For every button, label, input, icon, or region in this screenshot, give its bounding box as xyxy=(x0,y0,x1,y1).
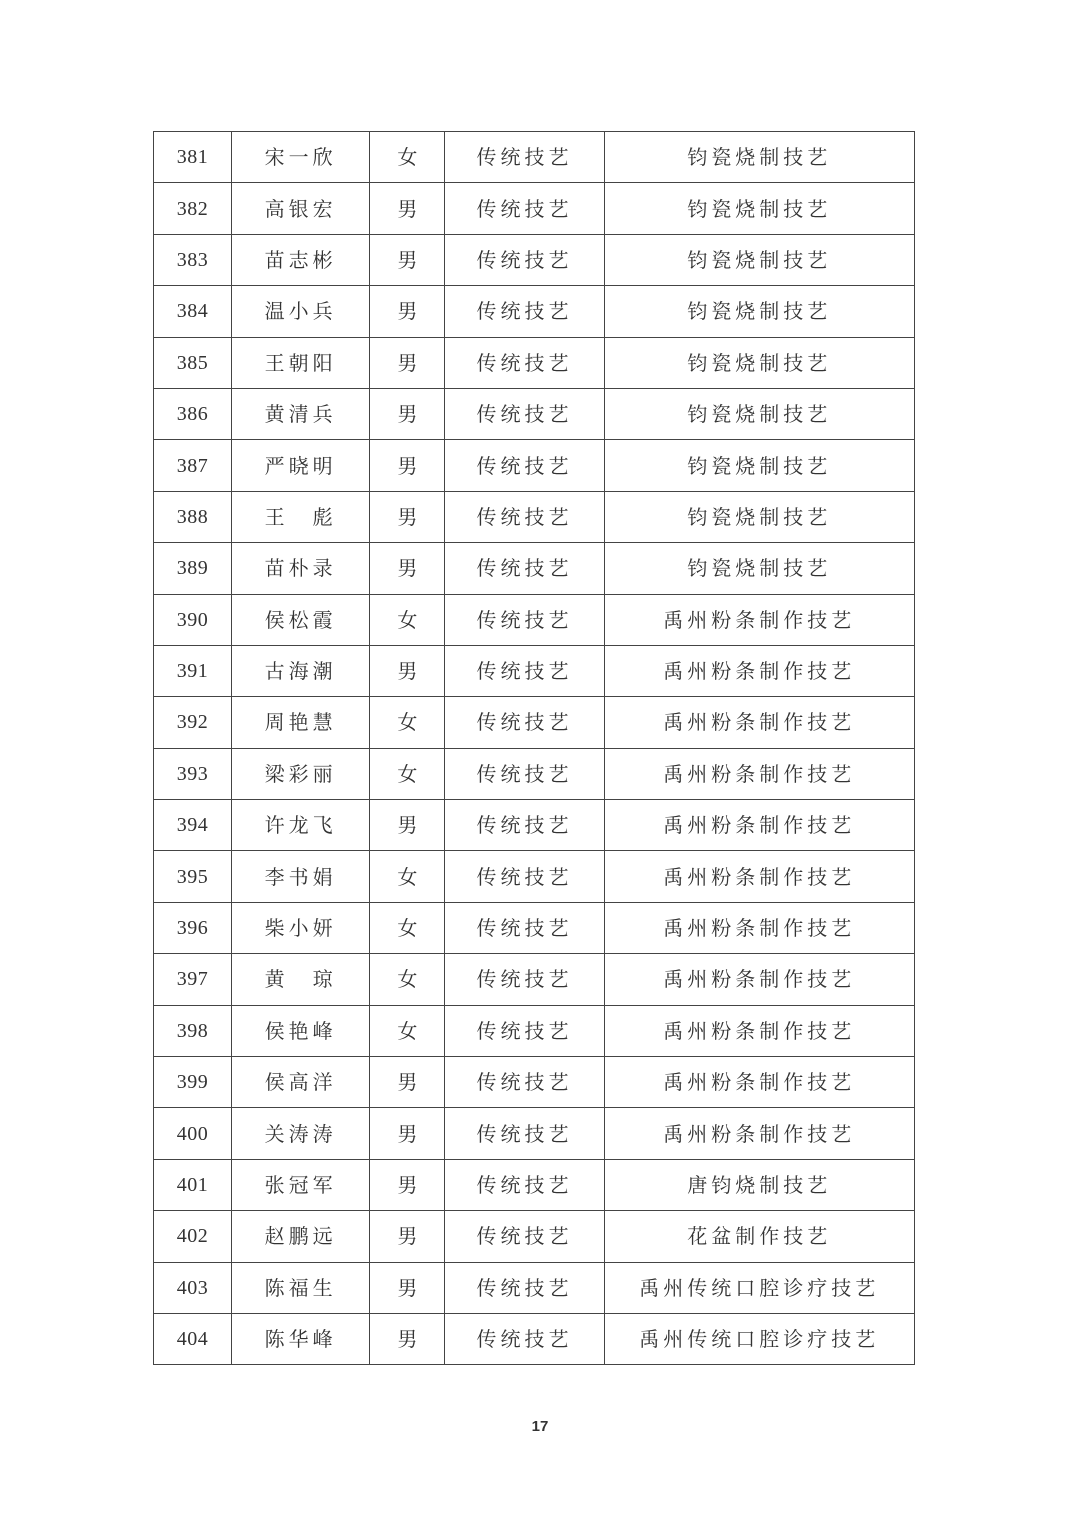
gender-cell: 男 xyxy=(370,1211,445,1262)
category-cell: 传统技艺 xyxy=(445,851,604,902)
name-cell: 苗朴录 xyxy=(232,543,370,594)
gender-cell: 女 xyxy=(370,594,445,645)
row-number-cell: 385 xyxy=(154,337,232,388)
gender-cell: 女 xyxy=(370,1005,445,1056)
gender-cell: 男 xyxy=(370,1108,445,1159)
item-cell: 钧瓷烧制技艺 xyxy=(604,440,914,491)
category-cell: 传统技艺 xyxy=(445,800,604,851)
item-cell: 钧瓷烧制技艺 xyxy=(604,286,914,337)
category-cell: 传统技艺 xyxy=(445,902,604,953)
item-cell: 禹州传统口腔诊疗技艺 xyxy=(604,1262,914,1313)
gender-cell: 男 xyxy=(370,388,445,439)
name-cell: 侯艳峰 xyxy=(232,1005,370,1056)
row-number-cell: 392 xyxy=(154,697,232,748)
gender-cell: 男 xyxy=(370,543,445,594)
category-cell: 传统技艺 xyxy=(445,1262,604,1313)
name-cell: 李书娟 xyxy=(232,851,370,902)
gender-cell: 男 xyxy=(370,1159,445,1210)
gender-cell: 男 xyxy=(370,491,445,542)
gender-cell: 男 xyxy=(370,286,445,337)
table-row xyxy=(154,800,915,851)
gender-cell: 男 xyxy=(370,234,445,285)
table-row xyxy=(154,1211,915,1262)
name-cell: 赵鹏远 xyxy=(232,1211,370,1262)
category-cell: 传统技艺 xyxy=(445,748,604,799)
item-cell: 禹州粉条制作技艺 xyxy=(604,1005,914,1056)
category-cell: 传统技艺 xyxy=(445,132,604,183)
item-cell: 禹州粉条制作技艺 xyxy=(604,800,914,851)
category-cell: 传统技艺 xyxy=(445,594,604,645)
gender-cell: 女 xyxy=(370,954,445,1005)
table-row xyxy=(154,1313,915,1364)
gender-cell: 女 xyxy=(370,748,445,799)
row-number-cell: 388 xyxy=(154,491,232,542)
item-cell: 禹州粉条制作技艺 xyxy=(604,594,914,645)
gender-cell: 男 xyxy=(370,337,445,388)
category-cell: 传统技艺 xyxy=(445,337,604,388)
item-cell: 钧瓷烧制技艺 xyxy=(604,491,914,542)
table-row xyxy=(154,234,915,285)
gender-cell: 男 xyxy=(370,1262,445,1313)
item-cell: 禹州粉条制作技艺 xyxy=(604,1108,914,1159)
row-number-cell: 383 xyxy=(154,234,232,285)
row-number-cell: 395 xyxy=(154,851,232,902)
table-row xyxy=(154,594,915,645)
table-row xyxy=(154,286,915,337)
page-number: 17 xyxy=(531,1418,549,1435)
item-cell: 花盆制作技艺 xyxy=(604,1211,914,1262)
table-row xyxy=(154,440,915,491)
item-cell: 钧瓷烧制技艺 xyxy=(604,234,914,285)
item-cell: 禹州粉条制作技艺 xyxy=(604,645,914,696)
category-cell: 传统技艺 xyxy=(445,1159,604,1210)
roster-table xyxy=(153,131,915,1365)
name-cell: 黄 琼 xyxy=(232,954,370,1005)
row-number-cell: 403 xyxy=(154,1262,232,1313)
name-cell: 张冠军 xyxy=(232,1159,370,1210)
table-row xyxy=(154,132,915,183)
gender-cell: 男 xyxy=(370,1313,445,1364)
name-cell: 高银宏 xyxy=(232,183,370,234)
gender-cell: 女 xyxy=(370,902,445,953)
name-cell: 侯高洋 xyxy=(232,1057,370,1108)
category-cell: 传统技艺 xyxy=(445,388,604,439)
row-number-cell: 402 xyxy=(154,1211,232,1262)
row-number-cell: 401 xyxy=(154,1159,232,1210)
name-cell: 严晓明 xyxy=(232,440,370,491)
category-cell: 传统技艺 xyxy=(445,645,604,696)
item-cell: 钧瓷烧制技艺 xyxy=(604,337,914,388)
row-number-cell: 389 xyxy=(154,543,232,594)
name-cell: 黄清兵 xyxy=(232,388,370,439)
table-row xyxy=(154,1057,915,1108)
table-row xyxy=(154,388,915,439)
row-number-cell: 381 xyxy=(154,132,232,183)
category-cell: 传统技艺 xyxy=(445,1313,604,1364)
name-cell: 苗志彬 xyxy=(232,234,370,285)
name-cell: 陈华峰 xyxy=(232,1313,370,1364)
row-number-cell: 404 xyxy=(154,1313,232,1364)
name-cell: 王 彪 xyxy=(232,491,370,542)
table-row xyxy=(154,1159,915,1210)
item-cell: 钧瓷烧制技艺 xyxy=(604,543,914,594)
table-row xyxy=(154,491,915,542)
name-cell: 古海潮 xyxy=(232,645,370,696)
gender-cell: 男 xyxy=(370,1057,445,1108)
gender-cell: 男 xyxy=(370,645,445,696)
table-row xyxy=(154,748,915,799)
table-row xyxy=(154,1262,915,1313)
item-cell: 钧瓷烧制技艺 xyxy=(604,132,914,183)
name-cell: 宋一欣 xyxy=(232,132,370,183)
row-number-cell: 394 xyxy=(154,800,232,851)
roster-table-body xyxy=(154,132,915,1365)
table-row xyxy=(154,337,915,388)
gender-cell: 男 xyxy=(370,800,445,851)
row-number-cell: 396 xyxy=(154,902,232,953)
category-cell: 传统技艺 xyxy=(445,697,604,748)
gender-cell: 女 xyxy=(370,697,445,748)
category-cell: 传统技艺 xyxy=(445,491,604,542)
name-cell: 关涛涛 xyxy=(232,1108,370,1159)
category-cell: 传统技艺 xyxy=(445,286,604,337)
item-cell: 禹州粉条制作技艺 xyxy=(604,1057,914,1108)
category-cell: 传统技艺 xyxy=(445,543,604,594)
gender-cell: 男 xyxy=(370,440,445,491)
item-cell: 禹州粉条制作技艺 xyxy=(604,697,914,748)
name-cell: 周艳慧 xyxy=(232,697,370,748)
name-cell: 侯松霞 xyxy=(232,594,370,645)
category-cell: 传统技艺 xyxy=(445,954,604,1005)
table-row xyxy=(154,851,915,902)
table-row xyxy=(154,543,915,594)
item-cell: 钧瓷烧制技艺 xyxy=(604,388,914,439)
table-row xyxy=(154,1108,915,1159)
name-cell: 王朝阳 xyxy=(232,337,370,388)
row-number-cell: 398 xyxy=(154,1005,232,1056)
item-cell: 禹州粉条制作技艺 xyxy=(604,748,914,799)
table-row xyxy=(154,645,915,696)
table-row xyxy=(154,902,915,953)
category-cell: 传统技艺 xyxy=(445,234,604,285)
category-cell: 传统技艺 xyxy=(445,1108,604,1159)
category-cell: 传统技艺 xyxy=(445,1005,604,1056)
category-cell: 传统技艺 xyxy=(445,1057,604,1108)
gender-cell: 女 xyxy=(370,132,445,183)
row-number-cell: 390 xyxy=(154,594,232,645)
name-cell: 陈福生 xyxy=(232,1262,370,1313)
item-cell: 禹州粉条制作技艺 xyxy=(604,902,914,953)
row-number-cell: 386 xyxy=(154,388,232,439)
gender-cell: 男 xyxy=(370,183,445,234)
row-number-cell: 387 xyxy=(154,440,232,491)
item-cell: 禹州传统口腔诊疗技艺 xyxy=(604,1313,914,1364)
row-number-cell: 391 xyxy=(154,645,232,696)
category-cell: 传统技艺 xyxy=(445,183,604,234)
row-number-cell: 393 xyxy=(154,748,232,799)
row-number-cell: 397 xyxy=(154,954,232,1005)
gender-cell: 女 xyxy=(370,851,445,902)
table-row xyxy=(154,697,915,748)
table-row xyxy=(154,183,915,234)
item-cell: 禹州粉条制作技艺 xyxy=(604,851,914,902)
category-cell: 传统技艺 xyxy=(445,440,604,491)
table-row xyxy=(154,1005,915,1056)
item-cell: 唐钧烧制技艺 xyxy=(604,1159,914,1210)
name-cell: 温小兵 xyxy=(232,286,370,337)
name-cell: 许龙飞 xyxy=(232,800,370,851)
category-cell: 传统技艺 xyxy=(445,1211,604,1262)
name-cell: 柴小妍 xyxy=(232,902,370,953)
table-row xyxy=(154,954,915,1005)
row-number-cell: 400 xyxy=(154,1108,232,1159)
item-cell: 钧瓷烧制技艺 xyxy=(604,183,914,234)
item-cell: 禹州粉条制作技艺 xyxy=(604,954,914,1005)
row-number-cell: 382 xyxy=(154,183,232,234)
row-number-cell: 399 xyxy=(154,1057,232,1108)
row-number-cell: 384 xyxy=(154,286,232,337)
name-cell: 梁彩丽 xyxy=(232,748,370,799)
